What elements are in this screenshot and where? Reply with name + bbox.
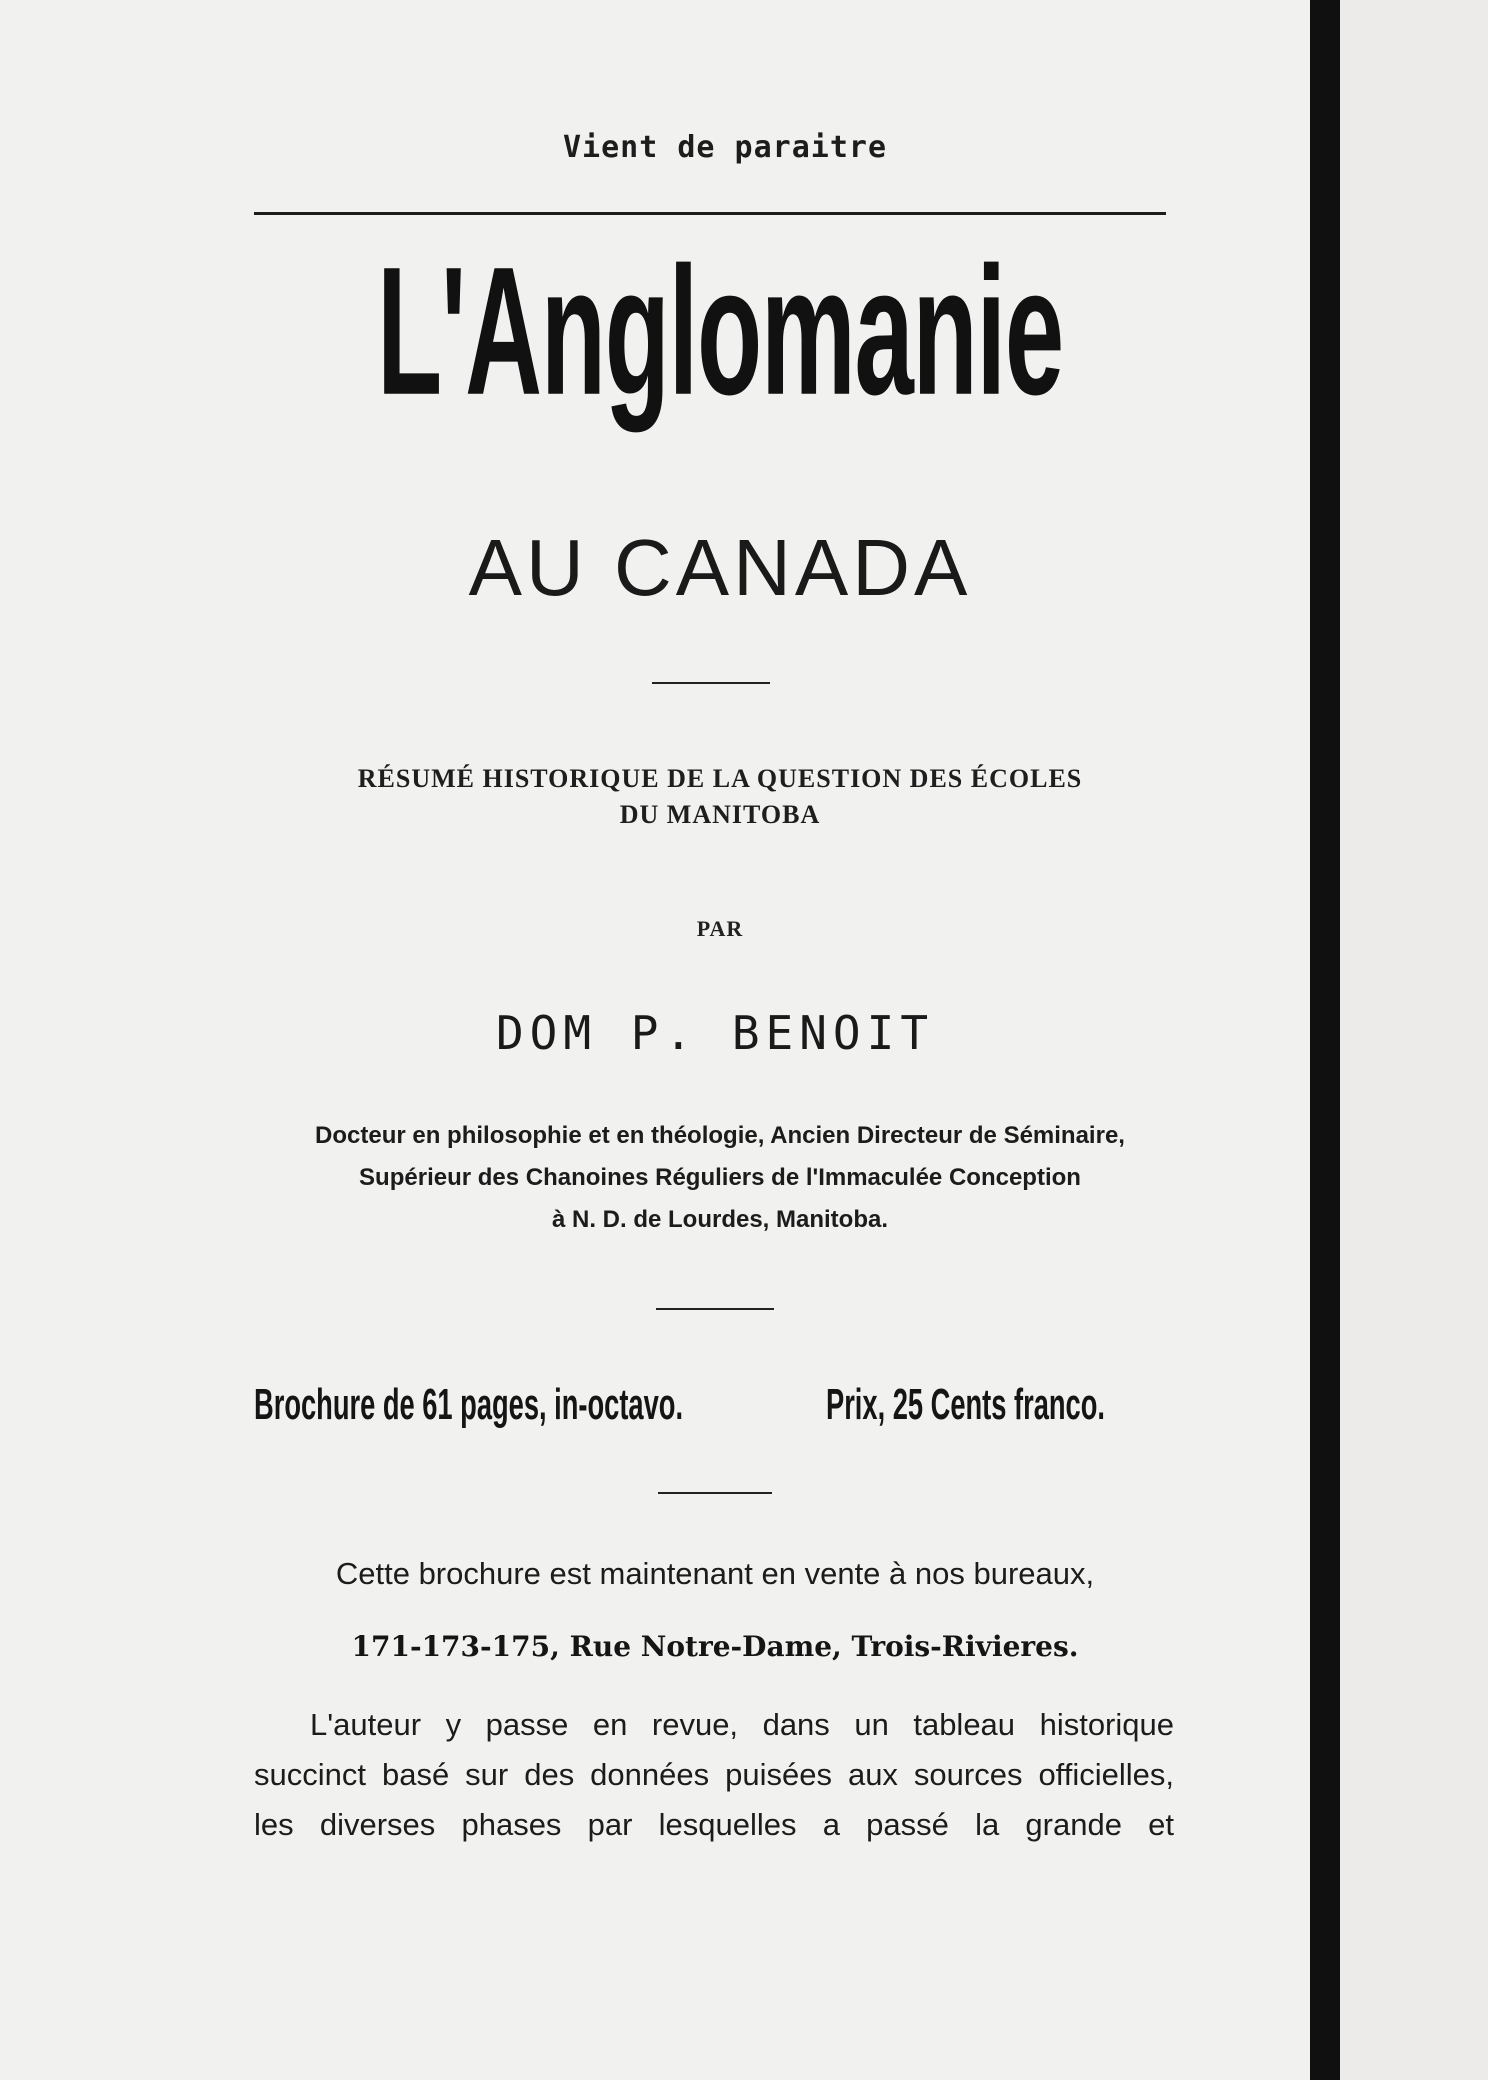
body-line: les diverses phases par lesquelles a passé la grande et [254,1807,1174,1842]
top-rule [254,212,1166,215]
credentials-line-1: Docteur en philosophie et en théologie, Ancien Directeur de Séminaire, [315,1122,1125,1149]
summary-line-1: RÉSUMÉ HISTORIQUE DE LA QUESTION DES ÉCOLES [357,764,1083,793]
divider [656,1308,774,1310]
credentials-line-2: Supérieur des Chanoines Réguliers de l'Immaculée Conception [359,1164,1081,1191]
announcement: Vient de paraitre [562,130,888,165]
sale-notice: Cette brochure est maintenant en vente à nos bureaux, [335,1556,1095,1591]
par-label: PAR [696,916,744,941]
body-line: L'auteur y passe en revue, dans un tableau historique [310,1707,1174,1742]
page-gutter [1310,0,1340,2080]
author-name: DOM P. BENOIT [495,1006,935,1060]
brochure-details: Brochure de 61 pages, in-octavo. [254,1380,684,1429]
price: Prix, 25 Cents franco. [826,1380,1105,1429]
summary-line-2: DU MANITOBA [619,800,821,829]
credentials-line-3: à N. D. de Lourdes, Manitoba. [551,1206,889,1233]
divider [652,682,770,684]
book-title: L'Anglomanie [377,229,1063,433]
sale-address: 171-173-175, Rue Notre-Dame, Trois-Rivieres. [351,1630,1079,1663]
body-line: succinct basé sur des données puisées aux sources officielles, [254,1757,1174,1792]
divider [658,1492,772,1494]
body-paragraph [254,1700,1174,1850]
adjacent-page-edge [1340,0,1488,2080]
book-subtitle: AU CANADA [468,523,972,612]
